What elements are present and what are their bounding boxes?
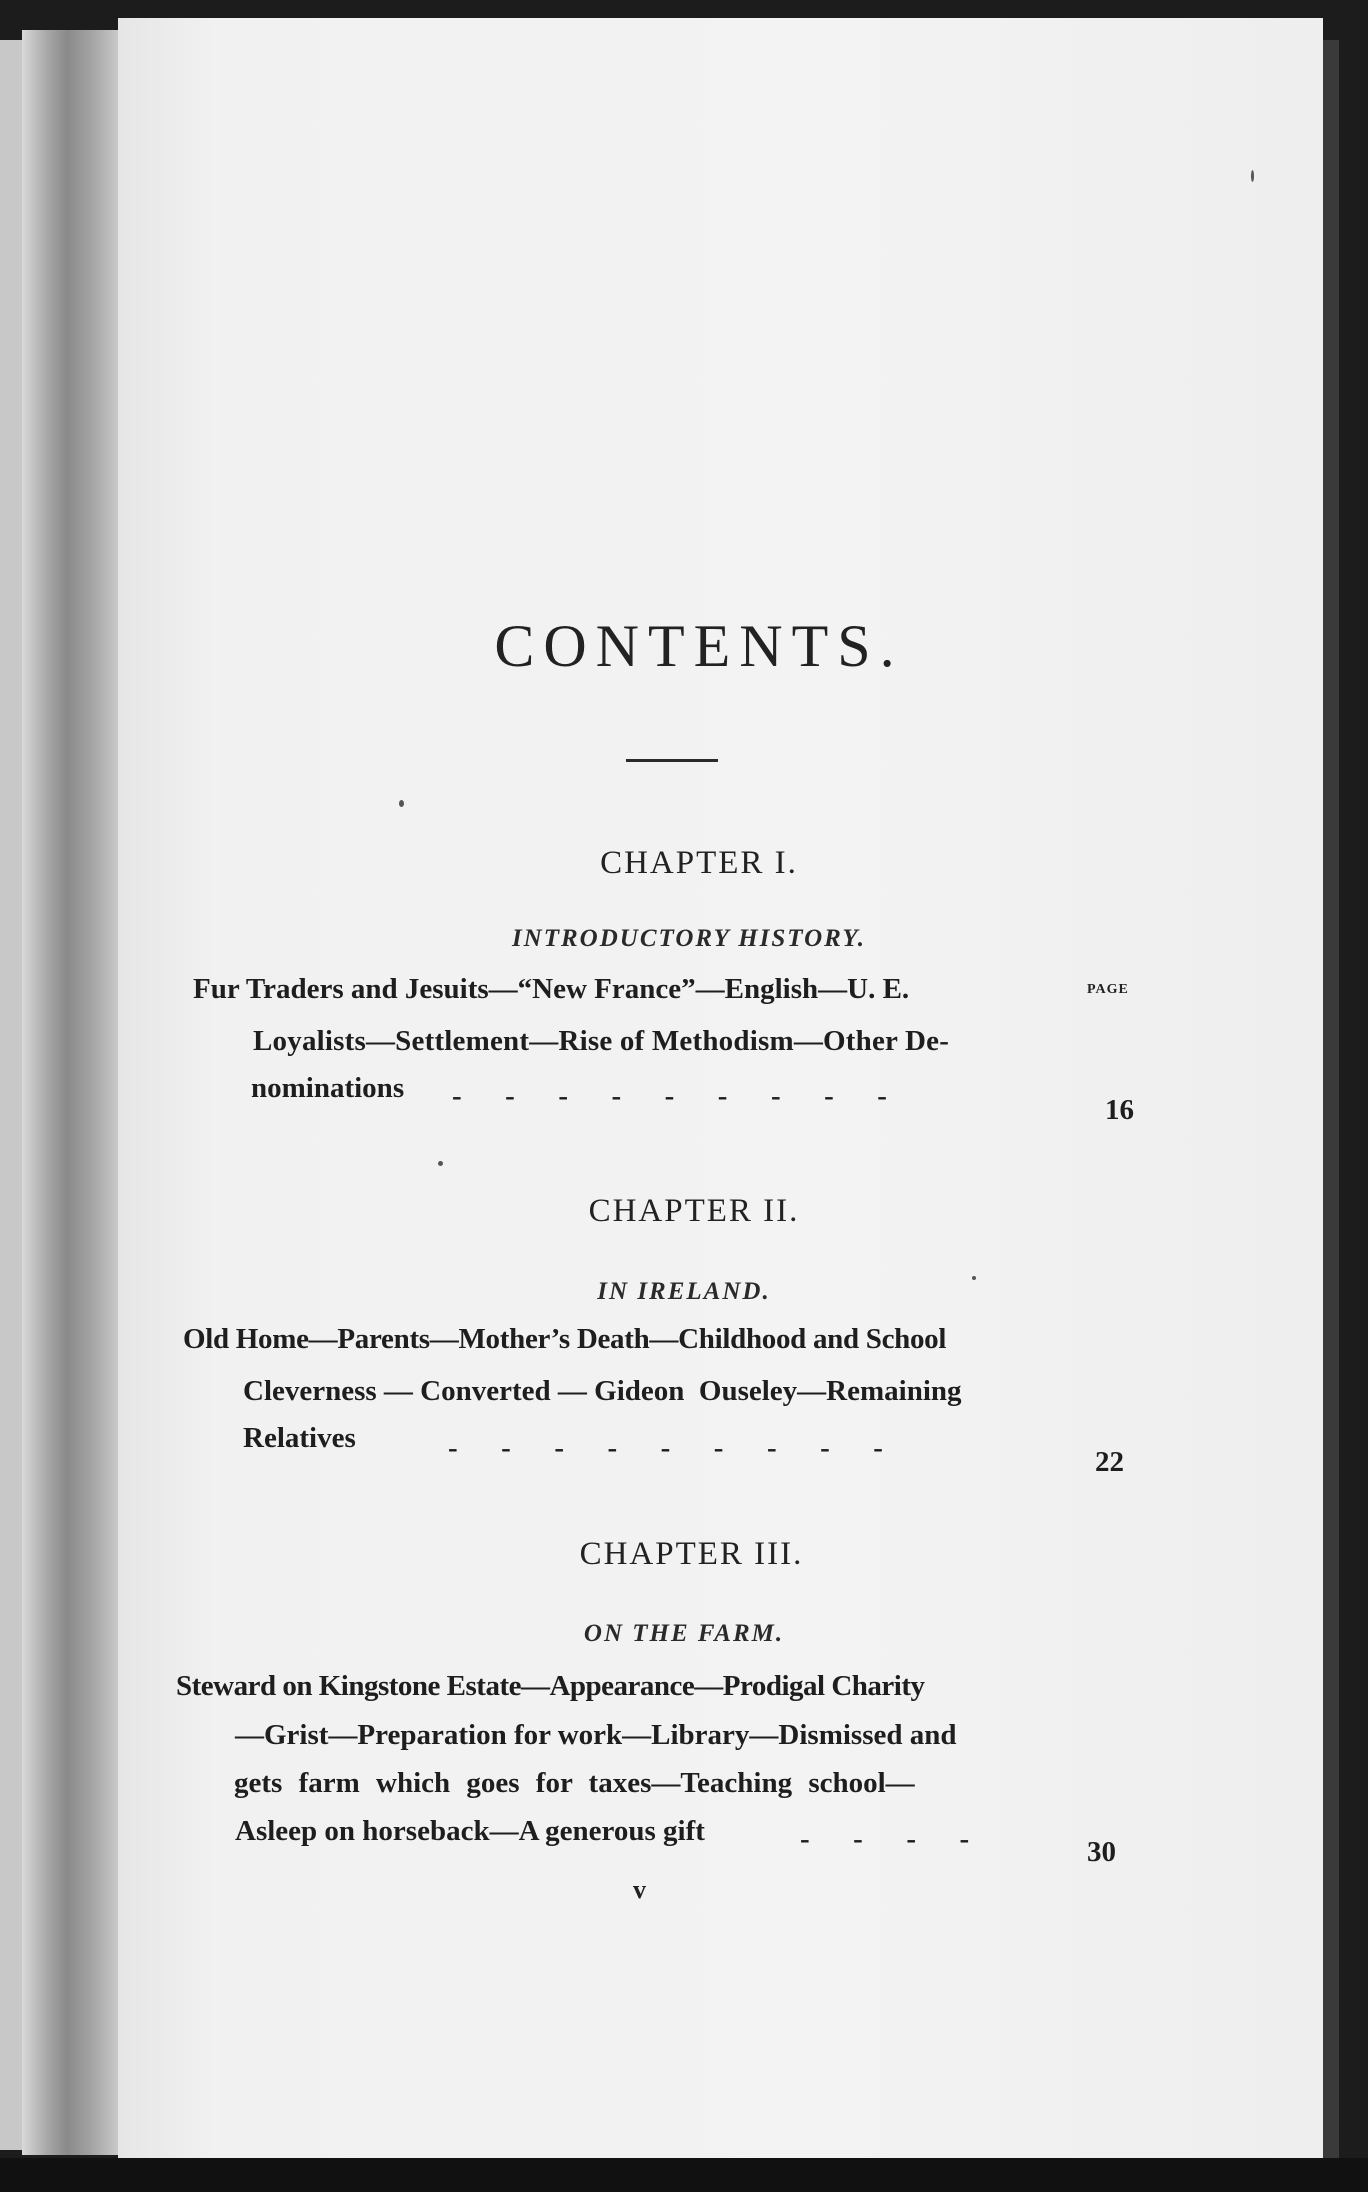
scan-border — [0, 2158, 1368, 2192]
contents-entry-line: Cleverness — Converted — Gideon Ouseley—Remaining — [243, 1375, 962, 1407]
title-divider — [626, 759, 718, 762]
page-number: 22 — [1095, 1446, 1124, 1478]
chapter-subtitle: INTRODUCTORY HISTORY. — [511, 925, 867, 952]
chapter-subtitle: IN IRELAND. — [597, 1278, 771, 1305]
contents-entry-line: Fur Traders and Jesuits—“New France”—English—U. E. — [193, 973, 910, 1005]
chapter-heading: CHAPTER II. — [588, 1193, 800, 1229]
book-gutter — [22, 30, 122, 2155]
contents-entry-line: Old Home—Parents—Mother’s Death—Childhood and School — [183, 1323, 947, 1355]
page-folio: v — [633, 1875, 646, 1904]
contents-entry-line: gets farm which goes for taxes—Teaching school— — [234, 1767, 915, 1799]
dot-leader: - - - - — [800, 1823, 970, 1855]
dot-leader: - - - - - - - - - — [452, 1080, 887, 1112]
chapter-heading: CHAPTER I. — [600, 845, 798, 881]
page-number: 30 — [1087, 1836, 1116, 1868]
contents-entry-line: Asleep on horseback—A generous gift — [235, 1815, 705, 1847]
contents-entry-line: Steward on Kingstone Estate—Appearance—Prodigal Charity — [176, 1670, 925, 1702]
ink-speck — [438, 1161, 443, 1166]
chapter-heading: CHAPTER III. — [579, 1536, 804, 1572]
page-column-label: PAGE — [1087, 982, 1129, 997]
chapter-subtitle: ON THE FARM. — [583, 1620, 785, 1647]
facing-page-edge — [0, 40, 22, 2150]
page-number: 16 — [1105, 1094, 1134, 1126]
contents-entry-line: Relatives — [243, 1422, 356, 1454]
contents-entry-line: —Grist—Preparation for work—Library—Dismissed and — [235, 1719, 957, 1751]
page-title: CONTENTS. — [494, 613, 904, 679]
contents-entry-line: Loyalists—Settlement—Rise of Methodism—Other De- — [253, 1025, 950, 1057]
ink-speck — [1251, 170, 1254, 182]
dot-leader: - - - - - - - - - — [448, 1432, 883, 1464]
page-right-edge — [1323, 40, 1339, 2158]
contents-entry-line: nominations — [251, 1072, 405, 1104]
ink-speck — [399, 800, 404, 807]
